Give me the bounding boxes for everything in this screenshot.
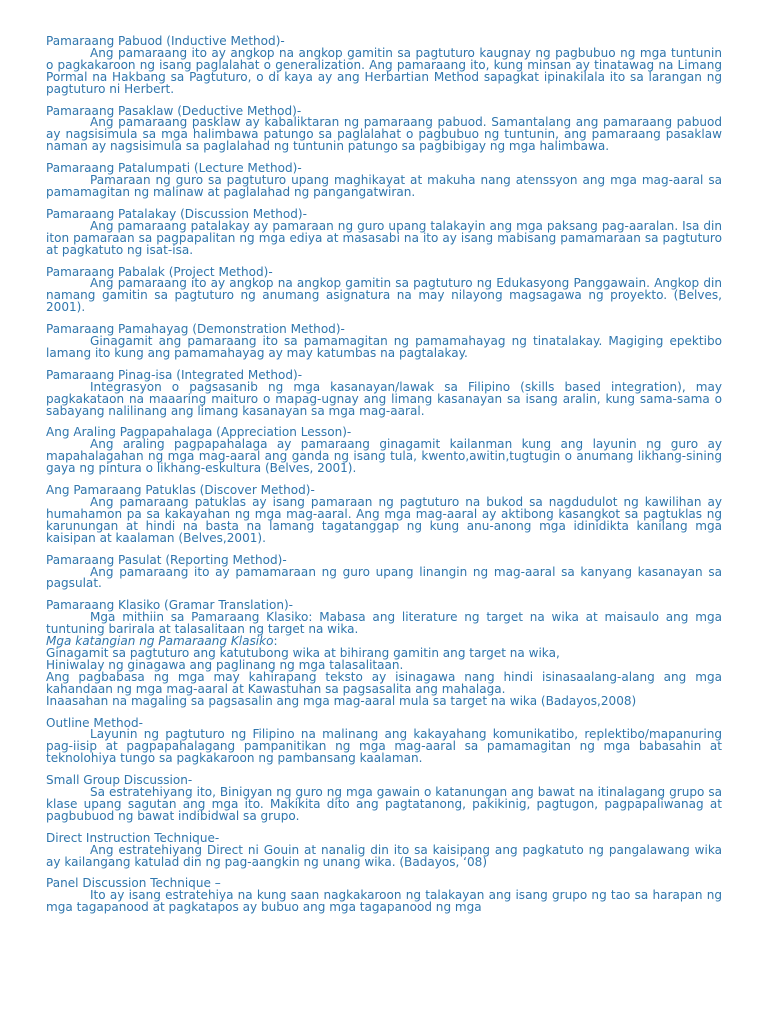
section-body: Ang pamaraang ito ay angkop na angkop gamitin sa pagtuturo kaugnay ng pagbubuo ng mga tuntunin o pagkakaroon ng isang paglalahat o generalization. Ang pamaraang ito, kung minsan ay tinatawag na Limang Pormal na Hakbang sa Pagtuturo, o di kaya ay ang Herbartian Method sapagkat ipinakilala ito sa larangan ng pagtuturo ni Herbert. bbox=[46, 45, 722, 96]
section-body: Ang pamaraang pasklaw ay kabaliktaran ng pamaraang pabuod. Samantalang ang pamaraang pabuod ay nagsisimula sa mga halimbawa patungo sa paglalahat o pagbubuo ng tuntunin, ang pamaraang pasaklaw naman ay nagsisimula sa paglalahad ng tuntunin patungo sa pagbibigay ng mga halimbawa. bbox=[46, 115, 722, 154]
section-heading: Pamaraang Patalumpati (Lecture Method)- bbox=[46, 161, 302, 176]
section-body: Ito ay isang estratehiya na kung saan nagkakaroon ng talakayan ang isang grupo ng tao sa harapan ng mga tagapanood at pagkatapos ay bubuo ang mga tagapanood ng mga bbox=[46, 888, 722, 915]
section-small-group-discussion bbox=[46, 775, 722, 823]
section-heading: Ang Araling Pagpapahalaga (Appreciation Lesson)- bbox=[46, 425, 352, 440]
katangian-label: Mga katangian ng Pamaraang Klasiko bbox=[46, 634, 274, 649]
section-heading: Outline Method- bbox=[46, 715, 143, 730]
section-body: Ginagamit ang pamaraang ito sa pamamagitan ng pamamahayag ng tinatalakay. Magiging epektibo lamang ito kung ang pamamahayag ay may katumbas na pagtalakay. bbox=[46, 334, 722, 360]
section-heading: Small Group Discussion- bbox=[46, 773, 193, 788]
section-body: Ang pamaraang patuklas ay isang pamaraan ng pagtuturo na bukod sa nagdudulot ng kawilihan ay humahamon pa sa kakayahan ng mga mag-aaral. Ang mga mag-aaral ay aktibong kasangkot sa pagtuklas ng karunungan at hindi na basta na lamang tagatanggap ng kung anu-anong mga idinidikta kanilang mga kaisipan at kaalaman (Belves,2001). bbox=[46, 495, 722, 545]
section-project-method bbox=[46, 264, 722, 315]
katangian-line: Inaasahan na magaling sa pagsasalin ang mga mag-aaral mula sa target na wika (Badayos,2008) bbox=[46, 693, 637, 708]
katangian-line: Ginagamit sa pagtuturo ang katutubong wika at bihirang gamitin ang target na wika, bbox=[46, 645, 560, 660]
section-heading: Panel Discussion Technique – bbox=[46, 876, 221, 891]
document-page bbox=[46, 36, 722, 924]
section-demonstration-method bbox=[46, 324, 722, 360]
section-heading: Pamaraang Pasulat (Reporting Method)- bbox=[46, 552, 287, 567]
section-discover-method bbox=[46, 485, 722, 545]
katangian-line: Ang pagbabasa ng mga may kahirapang teksto ay isinagawa nang hindi isinasaalang-alang ang mga kahandaan ng mga mag-aaral at Kawastuhan sa pagsasalita ang mahalaga. bbox=[46, 669, 722, 696]
section-heading: Pamaraang Pabuod (Inductive Method)- bbox=[46, 34, 285, 48]
section-body: Layunin ng pagtuturo ng Filipino na malinang ang kakayahang komunikatibo, replektibo/mapanuring pag-iisip at pagpapahalagang pampanitikan ng mga mag-aaral sa pamamagitan ng mga babasahin at teknolohiya tungo sa pagkakaroon ng pambansang kaalaman. bbox=[46, 727, 722, 766]
section-body: Mga mithiin sa Pamaraang Klasiko: Mabasa ang literature ng target na wika at maisaulo ang mga tuntuning barirala at talasalitaan ng target na wika. bbox=[46, 610, 722, 637]
section-body: Ang estratehiyang Direct ni Gouin at nanalig din ito sa kaisipang ang pagkatuto ng pangalawang wika ay kailangang katulad din ng pag-aangkin ng unang wika. (Badayos, ‘08) bbox=[46, 842, 722, 869]
section-heading: Pamaraang Pamahayag (Demonstration Method)- bbox=[46, 322, 345, 337]
section-appreciation-lesson bbox=[46, 427, 722, 475]
section-integrated-method bbox=[46, 367, 722, 418]
section-outline-method bbox=[46, 715, 722, 766]
section-heading: Pamaraang Pasaklaw (Deductive Method)- bbox=[46, 103, 302, 118]
section-body: Integrasyon o pagsasanib ng mga kasanayan/lawak sa Filipino (skills based integration), may pagkakataon na maaaring maituro o mapag-ugnay ang limang kasanayan sa isang aralin, kung sama-sama o sabayang nalilinang ang limang kasanayan sa mga mag-aaral. bbox=[46, 379, 722, 418]
section-body: Ang pamaraang ito ay angkop na angkop gamitin sa pagtuturo ng Edukasyong Panggawain. Angkop din namang gamitin sa pagtuturo ng anumang asignatura na may nilayong magsagawa ng proyekto. (Belves, 2001). bbox=[46, 276, 722, 315]
katangian-line: Hiniwalay ng ginagawa ang paglinang ng mga talasalitaan. bbox=[46, 657, 404, 672]
section-heading: Direct Instruction Technique- bbox=[46, 830, 220, 845]
section-direct-instruction bbox=[46, 830, 722, 869]
section-heading: Pamaraang Klasiko (Gramar Translation)- bbox=[46, 598, 294, 613]
section-lecture-method bbox=[46, 163, 722, 199]
section-deductive-method bbox=[46, 103, 722, 154]
section-heading: Ang Pamaraang Patuklas (Discover Method)- bbox=[46, 483, 315, 498]
section-body: Ang pamaraang ito ay pamamaraan ng guro upang linangin ng mag-aaral sa kanyang kasanayan sa pagsulat. bbox=[46, 564, 722, 591]
section-body: Sa estratehiyang ito, Binigyan ng guro ng mga gawain o katanungan ang bawat na itinalagang grupo sa klase upang sagutan ang mga ito. Makikita dito ang pagtatanong, pakikinig, pagtugon, pagpapaliwanag at pagbubuod ng bawat indibidwal sa grupo. bbox=[46, 785, 722, 823]
section-inductive-method bbox=[46, 36, 722, 96]
section-discussion-method bbox=[46, 206, 722, 257]
katangian-colon: : bbox=[273, 634, 278, 649]
section-body: Pamaraan ng guro sa pagtuturo upang maghikayat at makuha nang atenssyon ang mga mag-aaral sa pamamagitan ng malinaw at paglalahad ng pangangatwiran. bbox=[46, 173, 722, 199]
section-body: Ang araling pagpapahalaga ay pamaraang ginagamit kailanman kung ang layunin ng guro ay mapahalagahan ng mga mag-aaral ang ganda ng isang tula, kwento,awitin,tugtugin o anumang likhang-sining gaya ng pintura o likhang-eskultura (Belves, 2001). bbox=[46, 437, 722, 476]
section-heading: Pamaraang Pabalak (Project Method)- bbox=[46, 264, 273, 279]
section-klasiko-method bbox=[46, 600, 722, 707]
section-heading: Pamaraang Patalakay (Discussion Method)- bbox=[46, 206, 307, 221]
section-body: Ang pamaraang patalakay ay pamaraan ng guro upang talakayin ang mga paksang pag-aaralan. Isa din iton pamaraan sa pagpapalitan ng mga ediya at masasabi na ito ay isang mabisang pamamaraan sa pagtuturo at pagkatuto ng isat-isa. bbox=[46, 218, 722, 257]
section-heading: Pamaraang Pinag-isa (Integrated Method)- bbox=[46, 367, 303, 382]
section-panel-discussion bbox=[46, 878, 722, 914]
section-reporting-method bbox=[46, 552, 722, 591]
